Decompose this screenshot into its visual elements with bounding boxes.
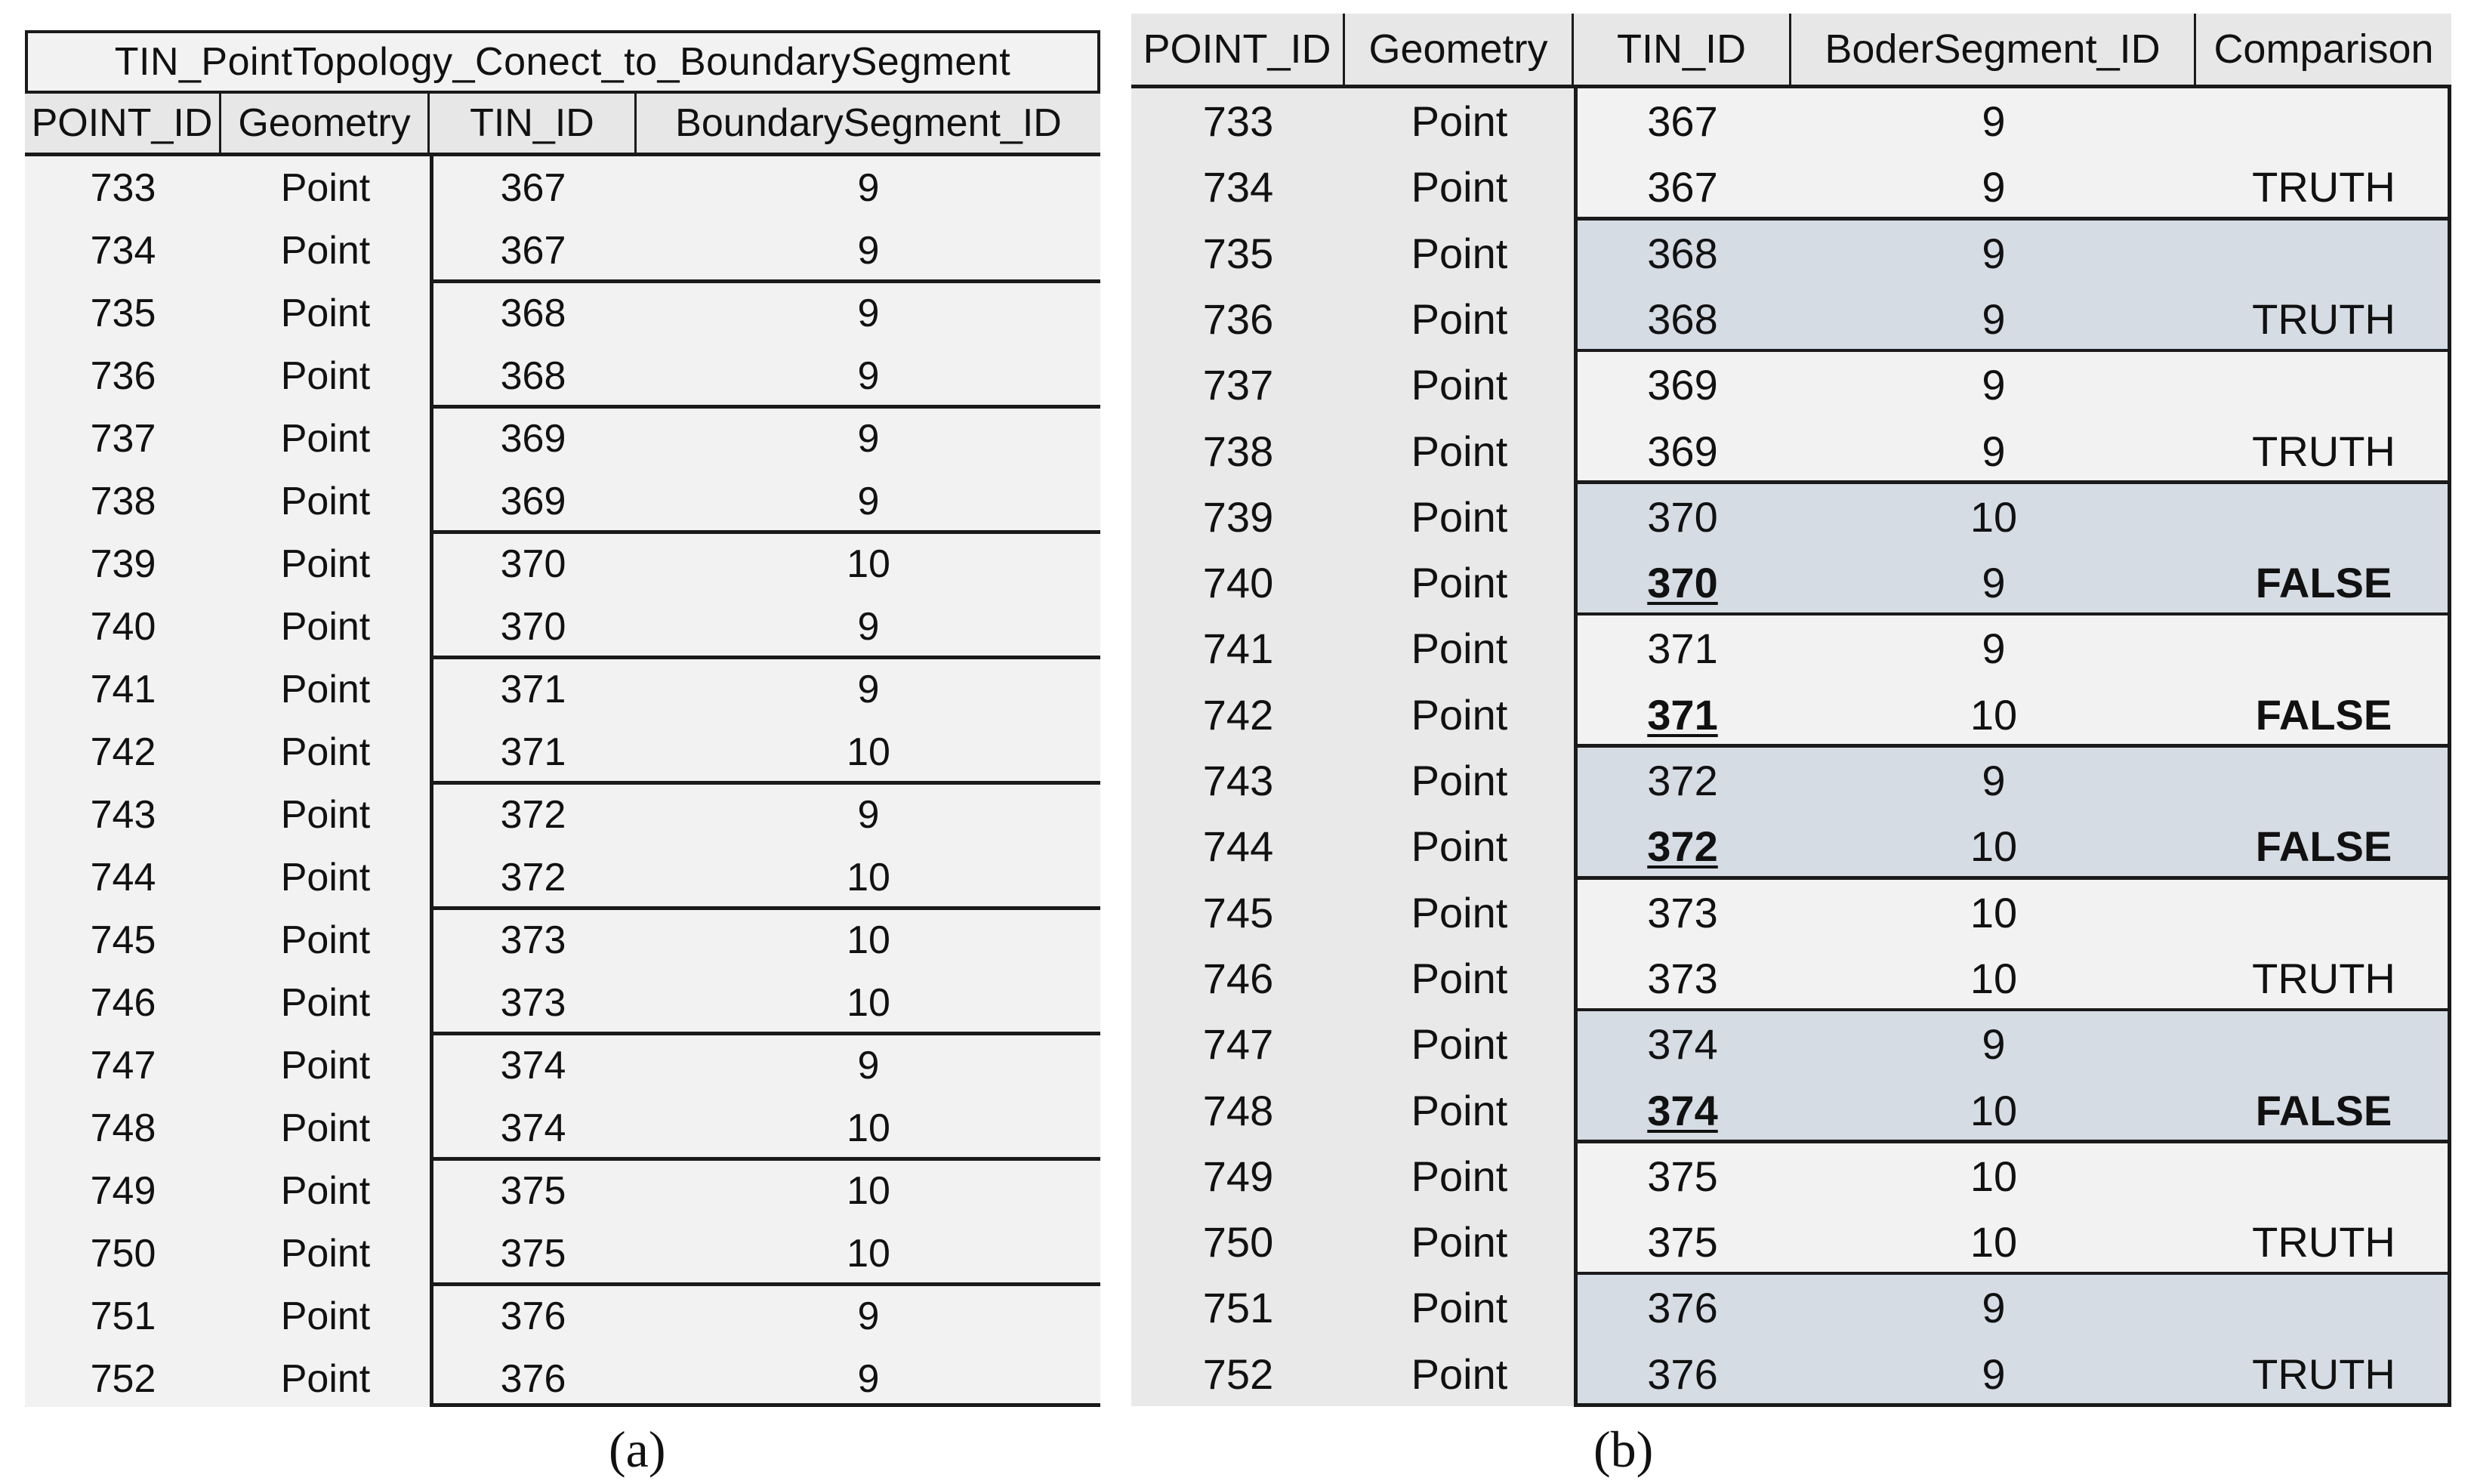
point-id-cell: 751	[1202, 1284, 1274, 1331]
boundary-segment-id-cell: 9	[857, 165, 880, 210]
geometry-cell: Point	[1411, 1350, 1508, 1398]
boundary-segment-id-cell: 9	[857, 416, 880, 461]
comparison-cell	[2196, 1011, 2451, 1077]
table-a-header-point-id: POINT_ID	[25, 94, 221, 153]
table-a	[25, 30, 1100, 1407]
point-id-cell: 738	[1202, 427, 1274, 475]
boder-segment-id-cell: 9	[1982, 625, 2006, 672]
boder-segment-id-cell: 9	[1982, 427, 2006, 475]
comparison-cell: FALSE	[2255, 691, 2392, 739]
tin-id-cell: 371	[1647, 625, 1718, 672]
tin-id-cell: 370	[1647, 493, 1718, 541]
point-id-cell: 750	[90, 1231, 156, 1276]
point-id-cell: 743	[90, 792, 156, 837]
comparison-cell: TRUTH	[2252, 295, 2395, 343]
comparison-cell	[2196, 880, 2451, 946]
table-row	[1131, 286, 2451, 352]
geometry-cell: Point	[280, 416, 371, 461]
point-id-cell: 748	[90, 1106, 156, 1150]
boundary-segment-id-cell: 10	[847, 730, 890, 774]
boundary-segment-id-cell: 10	[847, 1168, 890, 1213]
tin-id-cell: 367	[1647, 97, 1718, 145]
tin-id-cell: 376	[1647, 1350, 1718, 1398]
table-row	[25, 1034, 1100, 1097]
boder-segment-id-cell: 10	[1970, 889, 2018, 936]
geometry-cell: Point	[1411, 163, 1508, 211]
geometry-cell: Point	[280, 980, 371, 1025]
boundary-segment-id-cell: 9	[857, 792, 880, 837]
boder-segment-id-cell: 10	[1970, 822, 2018, 870]
geometry-cell: Point	[280, 1168, 371, 1213]
tin-id-cell: 374	[500, 1043, 566, 1088]
tin-id-cell: 372	[1647, 757, 1718, 804]
tin-id-cell: 371	[500, 667, 566, 711]
tin-id-cell: 368	[1647, 230, 1718, 277]
geometry-cell: Point	[1411, 493, 1508, 541]
point-id-cell: 741	[90, 667, 156, 711]
table-row	[1131, 484, 2451, 550]
tin-id-cell: 372	[500, 855, 566, 899]
boder-segment-id-cell: 10	[1970, 1087, 2018, 1134]
geometry-cell: Point	[280, 541, 371, 586]
table-row	[1131, 813, 2451, 879]
table-a-title: TIN_PointTopology_Conect_to_BoundarySegment	[25, 30, 1100, 94]
point-id-cell: 738	[90, 479, 156, 523]
boder-segment-id-cell: 9	[1982, 230, 2006, 277]
geometry-cell: Point	[1411, 625, 1508, 672]
point-id-cell: 750	[1202, 1218, 1274, 1266]
tin-id-cell: 369	[500, 416, 566, 461]
table-row	[1131, 1341, 2451, 1407]
tin-id-cell: 374	[1647, 1087, 1718, 1134]
geometry-cell: Point	[280, 165, 371, 210]
boder-segment-id-cell: 9	[1982, 1284, 2006, 1331]
point-id-cell: 751	[90, 1294, 156, 1338]
table-row	[1131, 1011, 2451, 1077]
comparison-cell	[2196, 616, 2451, 681]
geometry-cell: Point	[1411, 757, 1508, 804]
tin-id-cell: 372	[500, 792, 566, 837]
boder-segment-id-cell: 10	[1970, 493, 2018, 541]
boundary-segment-id-cell: 9	[857, 667, 880, 711]
boundary-segment-id-cell: 9	[857, 228, 880, 273]
point-id-cell: 737	[90, 416, 156, 461]
boder-segment-id-cell: 9	[1982, 1350, 2006, 1398]
geometry-cell: Point	[1411, 559, 1508, 606]
point-id-cell: 747	[1202, 1020, 1274, 1068]
point-id-cell: 742	[90, 730, 156, 774]
tin-id-cell: 375	[1647, 1218, 1718, 1266]
boder-segment-id-cell: 9	[1982, 295, 2006, 343]
tin-id-cell: 367	[500, 165, 566, 210]
table-row	[25, 1285, 1100, 1347]
tin-id-cell: 375	[500, 1168, 566, 1213]
comparison-cell	[2196, 1143, 2451, 1209]
boundary-segment-id-cell: 9	[857, 1294, 880, 1338]
table-a-header-boundary-segment-id: BoundarySegment_ID	[675, 101, 1062, 145]
point-id-cell: 752	[90, 1356, 156, 1401]
point-id-cell: 748	[1202, 1087, 1274, 1134]
table-row	[25, 282, 1100, 344]
tin-id-cell: 368	[500, 353, 566, 398]
table-row	[25, 219, 1100, 282]
comparison-cell	[2196, 748, 2451, 813]
tin-id-cell: 373	[500, 918, 566, 962]
boundary-segment-id-cell: 9	[857, 353, 880, 398]
point-id-cell: 733	[90, 165, 156, 210]
table-row	[25, 595, 1100, 658]
boder-segment-id-cell: 9	[1982, 163, 2006, 211]
comparison-cell: TRUTH	[2252, 163, 2395, 211]
point-id-cell: 742	[1202, 691, 1274, 739]
geometry-cell: Point	[1411, 97, 1508, 145]
geometry-cell: Point	[280, 1294, 371, 1338]
tin-id-cell: 374	[1647, 1020, 1718, 1068]
tin-id-cell: 373	[1647, 889, 1718, 936]
boundary-segment-id-cell: 10	[847, 1231, 890, 1276]
point-id-cell: 741	[1202, 625, 1274, 672]
table-row	[1131, 154, 2451, 220]
point-id-cell: 747	[90, 1043, 156, 1088]
table-row	[1131, 880, 2451, 946]
point-id-cell: 733	[1202, 97, 1274, 145]
geometry-cell: Point	[280, 228, 371, 273]
boder-segment-id-cell: 9	[1982, 757, 2006, 804]
comparison-cell: FALSE	[2255, 822, 2392, 870]
geometry-cell: Point	[1411, 427, 1508, 475]
table-row	[25, 156, 1100, 219]
geometry-cell: Point	[280, 1231, 371, 1276]
point-id-cell: 752	[1202, 1350, 1274, 1398]
boundary-segment-id-cell: 9	[857, 604, 880, 649]
geometry-cell: Point	[280, 792, 371, 837]
point-id-cell: 734	[90, 228, 156, 273]
comparison-cell: TRUTH	[2252, 1350, 2395, 1398]
caption-a: (a)	[609, 1421, 666, 1478]
comparison-cell	[2196, 352, 2451, 418]
point-id-cell: 746	[1202, 955, 1274, 1002]
geometry-cell: Point	[1411, 1152, 1508, 1200]
point-id-cell: 745	[90, 918, 156, 962]
table-row	[1131, 682, 2451, 748]
geometry-cell: Point	[1411, 955, 1508, 1002]
table-row	[1131, 221, 2451, 286]
tin-id-cell: 372	[1647, 822, 1718, 870]
point-id-cell: 737	[1202, 361, 1274, 409]
table-row	[25, 1097, 1100, 1159]
geometry-cell: Point	[1411, 822, 1508, 870]
table-row	[25, 720, 1100, 783]
table-row	[25, 846, 1100, 909]
tin-id-cell: 368	[1647, 295, 1718, 343]
point-id-cell: 736	[90, 353, 156, 398]
table-b-header-point-id: POINT_ID	[1131, 14, 1345, 85]
boundary-segment-id-cell: 10	[847, 855, 890, 899]
comparison-cell: FALSE	[2255, 559, 2392, 606]
tin-id-cell: 370	[500, 604, 566, 649]
table-row	[25, 407, 1100, 470]
table-row	[25, 783, 1100, 846]
boundary-segment-id-cell: 9	[857, 479, 880, 523]
table-row	[25, 344, 1100, 407]
tin-id-cell: 371	[1647, 691, 1718, 739]
tin-id-cell: 369	[1647, 427, 1718, 475]
comparison-cell: TRUTH	[2252, 427, 2395, 475]
boder-segment-id-cell: 10	[1970, 1218, 2018, 1266]
table-row	[25, 971, 1100, 1034]
geometry-cell: Point	[1411, 361, 1508, 409]
geometry-cell: Point	[280, 604, 371, 649]
table-row	[25, 532, 1100, 595]
tin-id-cell: 369	[1647, 361, 1718, 409]
table-a-header-geometry: Geometry	[221, 94, 430, 153]
geometry-cell: Point	[1411, 295, 1508, 343]
geometry-cell: Point	[280, 667, 371, 711]
geometry-cell: Point	[280, 1356, 371, 1401]
geometry-cell: Point	[280, 855, 371, 899]
geometry-cell: Point	[280, 918, 371, 962]
tin-id-cell: 371	[500, 730, 566, 774]
table-row	[25, 909, 1100, 971]
boder-segment-id-cell: 10	[1970, 1152, 2018, 1200]
table-b-header-geometry: Geometry	[1345, 14, 1574, 85]
boundary-segment-id-cell: 10	[847, 1106, 890, 1150]
tin-id-cell: 370	[500, 541, 566, 586]
table-b-header-boder-segment-id: BoderSegment_ID	[1791, 14, 2196, 85]
tin-id-cell: 369	[500, 479, 566, 523]
comparison-cell	[2196, 88, 2451, 154]
tin-id-cell: 373	[500, 980, 566, 1025]
boder-segment-id-cell: 10	[1970, 691, 2018, 739]
table-row	[1131, 616, 2451, 681]
table-b	[1131, 14, 2451, 1406]
point-id-cell: 735	[1202, 230, 1274, 277]
table-row	[1131, 418, 2451, 484]
table-row	[25, 1347, 1100, 1410]
tin-id-cell: 376	[500, 1294, 566, 1338]
point-id-cell: 735	[90, 291, 156, 335]
table-a-header-row	[25, 94, 1100, 156]
comparison-cell	[2196, 1275, 2451, 1341]
tin-id-cell: 368	[500, 291, 566, 335]
table-row	[1131, 1078, 2451, 1143]
boder-segment-id-cell: 9	[1982, 361, 2006, 409]
boder-segment-id-cell: 9	[1982, 559, 2006, 606]
boder-segment-id-cell: 9	[1982, 1020, 2006, 1068]
tin-id-cell: 376	[1647, 1284, 1718, 1331]
table-row	[1131, 1209, 2451, 1275]
tin-id-cell: 375	[500, 1231, 566, 1276]
boder-segment-id-cell: 10	[1970, 955, 2018, 1002]
table-b-header-tin-id: TIN_ID	[1574, 14, 1791, 85]
boundary-segment-id-cell: 10	[847, 918, 890, 962]
point-id-cell: 749	[1202, 1152, 1274, 1200]
point-id-cell: 746	[90, 980, 156, 1025]
geometry-cell: Point	[280, 291, 371, 335]
tin-id-cell: 367	[1647, 163, 1718, 211]
point-id-cell: 743	[1202, 757, 1274, 804]
geometry-cell: Point	[1411, 1087, 1508, 1134]
caption-b: (b)	[1593, 1421, 1654, 1478]
table-row	[1131, 946, 2451, 1011]
table-b-header-comparison: Comparison	[2213, 26, 2434, 72]
table-row	[1131, 352, 2451, 418]
geometry-cell: Point	[1411, 691, 1508, 739]
table-row	[25, 470, 1100, 532]
comparison-cell	[2196, 221, 2451, 286]
table-row	[1131, 88, 2451, 154]
geometry-cell: Point	[1411, 1020, 1508, 1068]
boundary-segment-id-cell: 10	[847, 980, 890, 1025]
geometry-cell: Point	[280, 479, 371, 523]
table-row	[25, 1159, 1100, 1222]
table-row	[1131, 748, 2451, 813]
comparison-cell	[2196, 484, 2451, 550]
geometry-cell: Point	[1411, 889, 1508, 936]
tin-id-cell: 373	[1647, 955, 1718, 1002]
point-id-cell: 740	[90, 604, 156, 649]
geometry-cell: Point	[1411, 230, 1508, 277]
geometry-cell: Point	[1411, 1218, 1508, 1266]
point-id-cell: 736	[1202, 295, 1274, 343]
point-id-cell: 749	[90, 1168, 156, 1213]
table-row	[25, 1222, 1100, 1285]
tin-id-cell: 370	[1647, 559, 1718, 606]
point-id-cell: 744	[90, 855, 156, 899]
geometry-cell: Point	[280, 730, 371, 774]
table-row	[1131, 1143, 2451, 1209]
geometry-cell: Point	[280, 353, 371, 398]
table-row	[1131, 1275, 2451, 1341]
table-a-header-tin-id: TIN_ID	[430, 94, 637, 153]
boder-segment-id-cell: 9	[1982, 97, 2006, 145]
tin-id-cell: 376	[500, 1356, 566, 1401]
table-row	[1131, 550, 2451, 616]
boundary-segment-id-cell: 9	[857, 1043, 880, 1088]
boundary-segment-id-cell: 10	[847, 541, 890, 586]
point-id-cell: 739	[1202, 493, 1274, 541]
point-id-cell: 740	[1202, 559, 1274, 606]
point-id-cell: 739	[90, 541, 156, 586]
boundary-segment-id-cell: 9	[857, 1356, 880, 1401]
tin-id-cell: 367	[500, 228, 566, 273]
table-row	[25, 658, 1100, 720]
tin-id-cell: 375	[1647, 1152, 1718, 1200]
point-id-cell: 745	[1202, 889, 1274, 936]
geometry-cell: Point	[280, 1043, 371, 1088]
boundary-segment-id-cell: 9	[857, 291, 880, 335]
comparison-cell: TRUTH	[2252, 1218, 2395, 1266]
table-b-header-row	[1131, 14, 2451, 88]
point-id-cell: 734	[1202, 163, 1274, 211]
geometry-cell: Point	[280, 1106, 371, 1150]
point-id-cell: 744	[1202, 822, 1274, 870]
tin-id-cell: 374	[500, 1106, 566, 1150]
geometry-cell: Point	[1411, 1284, 1508, 1331]
comparison-cell: FALSE	[2255, 1087, 2392, 1134]
comparison-cell: TRUTH	[2252, 955, 2395, 1002]
